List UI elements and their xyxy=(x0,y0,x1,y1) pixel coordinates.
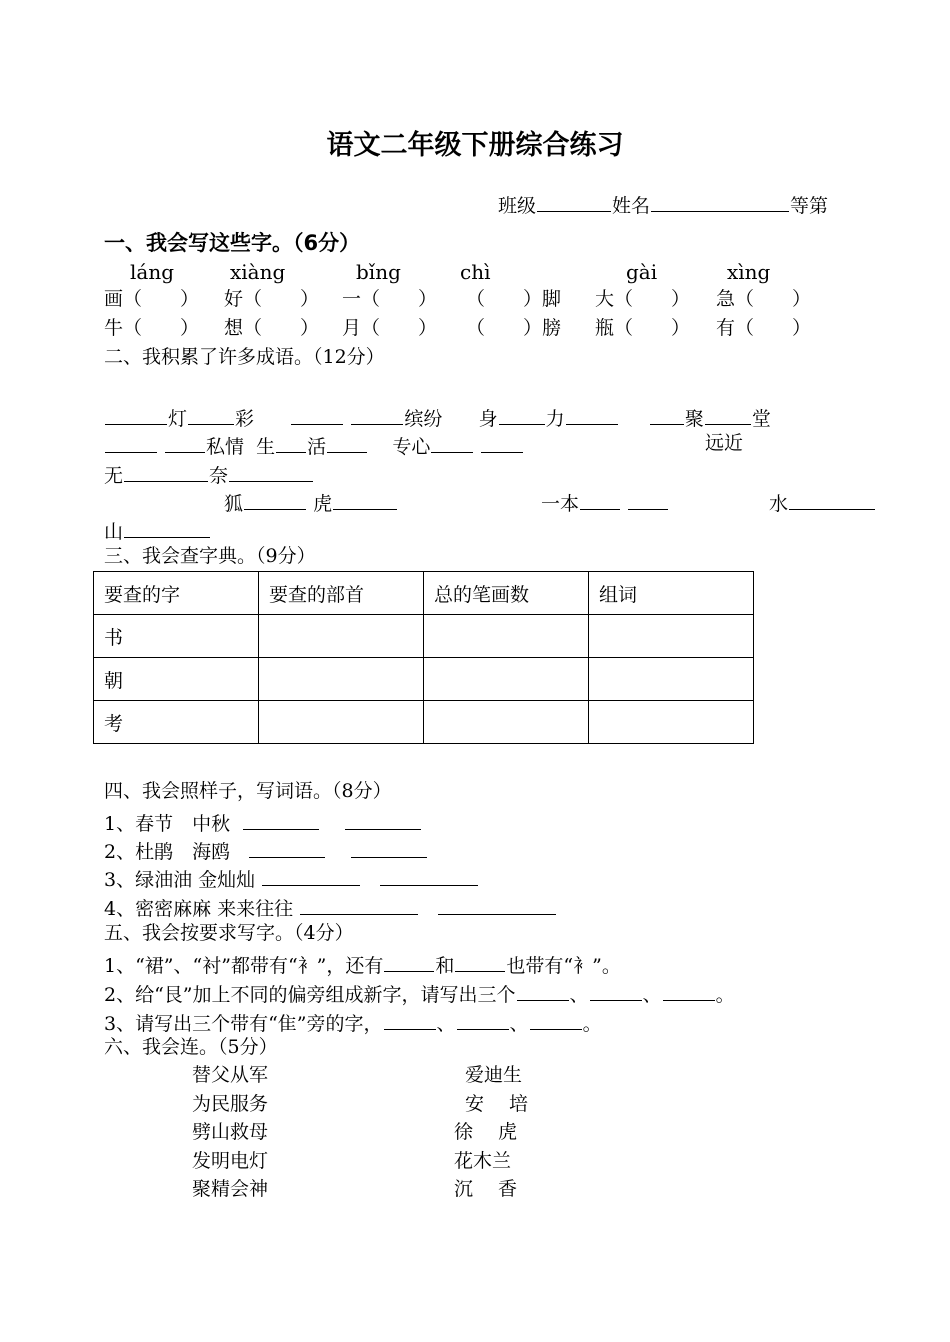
idiom-blank[interactable] xyxy=(333,491,397,510)
match-right-item[interactable]: 沉 香 xyxy=(454,1178,518,1200)
section6-heading: 六、我会连。（5分） xyxy=(104,1036,278,1058)
s4-item-2 xyxy=(104,839,428,862)
idiom-blank[interactable] xyxy=(499,406,545,425)
table-header-row xyxy=(94,572,754,615)
table-cell-empty[interactable] xyxy=(589,615,754,658)
s5-end: 。 xyxy=(715,984,735,1006)
s4-item-text: 2、杜鹃 海鸥 xyxy=(104,841,231,863)
idiom-char: 狐 xyxy=(224,493,244,515)
match-right-item[interactable]: 安 培 xyxy=(465,1093,529,1115)
idiom-blank[interactable] xyxy=(481,434,523,453)
pinyin-6: xìng xyxy=(727,260,771,284)
s5-text: 1、“裙”、“衬”都带有“衤”，还有 xyxy=(104,955,384,977)
pinyin-3: bǐng xyxy=(356,260,401,284)
match-left-item[interactable]: 替父从军 xyxy=(192,1064,269,1086)
idiom-blank[interactable] xyxy=(431,434,473,453)
idiom-char: 山 xyxy=(104,521,124,543)
s5-end: 。 xyxy=(582,1013,602,1035)
idiom-line-4b xyxy=(541,491,669,514)
s5-blank[interactable] xyxy=(590,982,642,1001)
table-header-cell: 组词 xyxy=(589,572,754,615)
table-cell-char: 朝 xyxy=(94,658,259,701)
match-right-item[interactable]: 爱迪生 xyxy=(465,1064,523,1086)
idiom-char: 水 xyxy=(769,493,789,515)
match-left-item[interactable]: 聚精会神 xyxy=(192,1178,269,1200)
table-cell-empty[interactable] xyxy=(259,701,424,744)
pinyin-5: gài xyxy=(626,260,658,284)
s1-r2-5: 瓶（ ） xyxy=(595,317,691,339)
idiom-char: 生 xyxy=(256,436,276,458)
s1-r1-5: 大（ ） xyxy=(595,288,691,310)
idiom-yuanjin: 远近 xyxy=(705,432,744,454)
idiom-char: 灯 xyxy=(168,408,188,430)
idiom-char: 私情 xyxy=(206,436,245,458)
grade-label: 等第 xyxy=(790,195,829,217)
idiom-blank[interactable] xyxy=(650,406,684,425)
table-header-cell: 要查的字 xyxy=(94,572,259,615)
idiom-char: 身 xyxy=(478,408,498,430)
pinyin-1: láng xyxy=(130,260,175,284)
table-cell-empty[interactable] xyxy=(589,701,754,744)
table-row xyxy=(94,658,754,701)
idiom-line-3 xyxy=(104,463,314,486)
match-left-item[interactable]: 发明电灯 xyxy=(192,1150,269,1172)
s5-blank[interactable] xyxy=(455,953,505,972)
idiom-char: 无 xyxy=(104,465,124,487)
s4-blank[interactable] xyxy=(262,867,360,886)
s1-r2-6: 有（ ） xyxy=(716,317,812,339)
idiom-char: 奈 xyxy=(209,465,229,487)
idiom-blank[interactable] xyxy=(105,434,157,453)
table-cell-empty[interactable] xyxy=(259,658,424,701)
page-title: 语文二年级下册综合练习 xyxy=(326,130,624,161)
table-cell-empty[interactable] xyxy=(424,701,589,744)
table-cell-empty[interactable] xyxy=(259,615,424,658)
table-header-cell: 总的笔画数 xyxy=(424,572,589,615)
s4-blank[interactable] xyxy=(300,896,418,915)
table-cell-empty[interactable] xyxy=(589,658,754,701)
class-label: 班级 xyxy=(498,195,537,217)
s5-text: 3、请写出三个带有“隹”旁的字， xyxy=(104,1013,383,1035)
idiom-line-1 xyxy=(104,406,771,429)
table-row xyxy=(94,615,754,658)
s1-r1-2: 好（ ） xyxy=(224,288,320,310)
s5-line-3 xyxy=(104,1011,602,1034)
s1-r1-3: 一（ ） xyxy=(342,288,438,310)
idiom-blank[interactable] xyxy=(124,463,208,482)
s5-line-1 xyxy=(104,953,621,976)
idiom-blank[interactable] xyxy=(705,406,751,425)
idiom-blank[interactable] xyxy=(229,463,313,482)
idiom-blank[interactable] xyxy=(276,434,306,453)
s4-blank[interactable] xyxy=(249,839,325,858)
name-label: 姓名 xyxy=(612,195,651,217)
idiom-blank[interactable] xyxy=(105,406,167,425)
section3-heading: 三、我会查字典。（9分） xyxy=(104,545,316,567)
header-fields xyxy=(498,193,828,216)
s5-sep: 、 xyxy=(642,984,662,1006)
idiom-blank[interactable] xyxy=(165,434,205,453)
s4-blank[interactable] xyxy=(345,811,421,830)
s5-blank[interactable] xyxy=(663,982,715,1001)
pinyin-4: chì xyxy=(460,260,491,284)
match-right-item[interactable]: 徐 虎 xyxy=(454,1121,518,1143)
table-cell-char: 书 xyxy=(94,615,259,658)
table-header-cell: 要查的部首 xyxy=(259,572,424,615)
s5-blank[interactable] xyxy=(384,953,434,972)
idiom-blank[interactable] xyxy=(327,434,367,453)
idiom-line-4a xyxy=(224,491,398,514)
table-cell-empty[interactable] xyxy=(424,658,589,701)
s4-item-text: 4、密密麻麻 来来往往 xyxy=(104,898,294,920)
s5-blank[interactable] xyxy=(384,1011,436,1030)
s4-item-3 xyxy=(104,867,479,890)
table-cell-empty[interactable] xyxy=(424,615,589,658)
s5-sep: 、 xyxy=(569,984,589,1006)
s4-blank[interactable] xyxy=(438,896,556,915)
s5-text: 也带有“衤”。 xyxy=(506,955,621,977)
table-row xyxy=(94,701,754,744)
idiom-blank[interactable] xyxy=(580,491,620,510)
idiom-line-4c xyxy=(769,491,876,514)
s1-r2-1: 牛（ ） xyxy=(104,317,200,339)
s1-r2-4: （ ）膀 xyxy=(466,317,562,339)
s5-line-2 xyxy=(104,982,735,1005)
s5-blank[interactable] xyxy=(530,1011,582,1030)
idiom-blank[interactable] xyxy=(789,491,875,510)
s5-text: 2、给“艮”加上不同的偏旁组成新字，请写出三个 xyxy=(104,984,516,1006)
s5-blank[interactable] xyxy=(517,982,569,1001)
idiom-char: 彩 xyxy=(235,408,255,430)
s5-sep: 、 xyxy=(509,1013,529,1035)
idiom-blank[interactable] xyxy=(351,406,403,425)
name-blank[interactable] xyxy=(651,193,789,212)
s4-item-1 xyxy=(104,811,422,834)
idiom-char: 力 xyxy=(545,408,565,430)
s1-r1-6: 急（ ） xyxy=(716,288,812,310)
s4-item-text: 1、春节 中秋 xyxy=(104,813,231,835)
s1-r1-4: （ ）脚 xyxy=(466,288,562,310)
idiom-char: 缤纷 xyxy=(404,408,443,430)
s5-blank[interactable] xyxy=(457,1011,509,1030)
s4-item-text: 3、绿油油 金灿灿 xyxy=(104,869,256,891)
idiom-char: 聚 xyxy=(684,408,704,430)
idiom-blank[interactable] xyxy=(566,406,618,425)
table-cell-char: 考 xyxy=(94,701,259,744)
s1-r1-1: 画（ ） xyxy=(104,288,200,310)
idiom-char: 一本 xyxy=(541,493,580,515)
match-left-item[interactable]: 为民服务 xyxy=(192,1093,269,1115)
match-right-item[interactable]: 花木兰 xyxy=(454,1150,512,1172)
idiom-char: 虎 xyxy=(313,493,333,515)
s1-r2-2: 想（ ） xyxy=(224,317,320,339)
idiom-blank[interactable] xyxy=(244,491,306,510)
class-blank[interactable] xyxy=(537,193,611,212)
idiom-line-5 xyxy=(104,519,211,542)
idiom-char: 活 xyxy=(307,436,327,458)
section5-heading: 五、我会按要求写字。（4分） xyxy=(104,922,354,944)
dictionary-table xyxy=(93,571,754,744)
pinyin-2: xiàng xyxy=(230,260,286,284)
idiom-blank[interactable] xyxy=(628,491,668,510)
s1-r2-3: 月（ ） xyxy=(342,317,438,339)
match-left-item[interactable]: 劈山救母 xyxy=(192,1121,269,1143)
idiom-char: 专心 xyxy=(392,436,431,458)
section1-heading: 一、我会写这些字。（6分） xyxy=(104,231,361,255)
s4-blank[interactable] xyxy=(243,811,319,830)
idiom-char: 堂 xyxy=(751,408,771,430)
s4-blank[interactable] xyxy=(380,867,478,886)
s5-text: 和 xyxy=(435,955,455,977)
idiom-blank[interactable] xyxy=(291,406,343,425)
s4-blank[interactable] xyxy=(351,839,427,858)
section4-heading: 四、我会照样子，写词语。（8分） xyxy=(104,780,392,802)
s4-item-4 xyxy=(104,896,557,919)
section2-heading: 二、我积累了许多成语。（12分） xyxy=(104,346,385,368)
idiom-blank[interactable] xyxy=(124,519,210,538)
s5-sep: 、 xyxy=(436,1013,456,1035)
idiom-line-2 xyxy=(104,434,524,457)
idiom-blank[interactable] xyxy=(188,406,234,425)
